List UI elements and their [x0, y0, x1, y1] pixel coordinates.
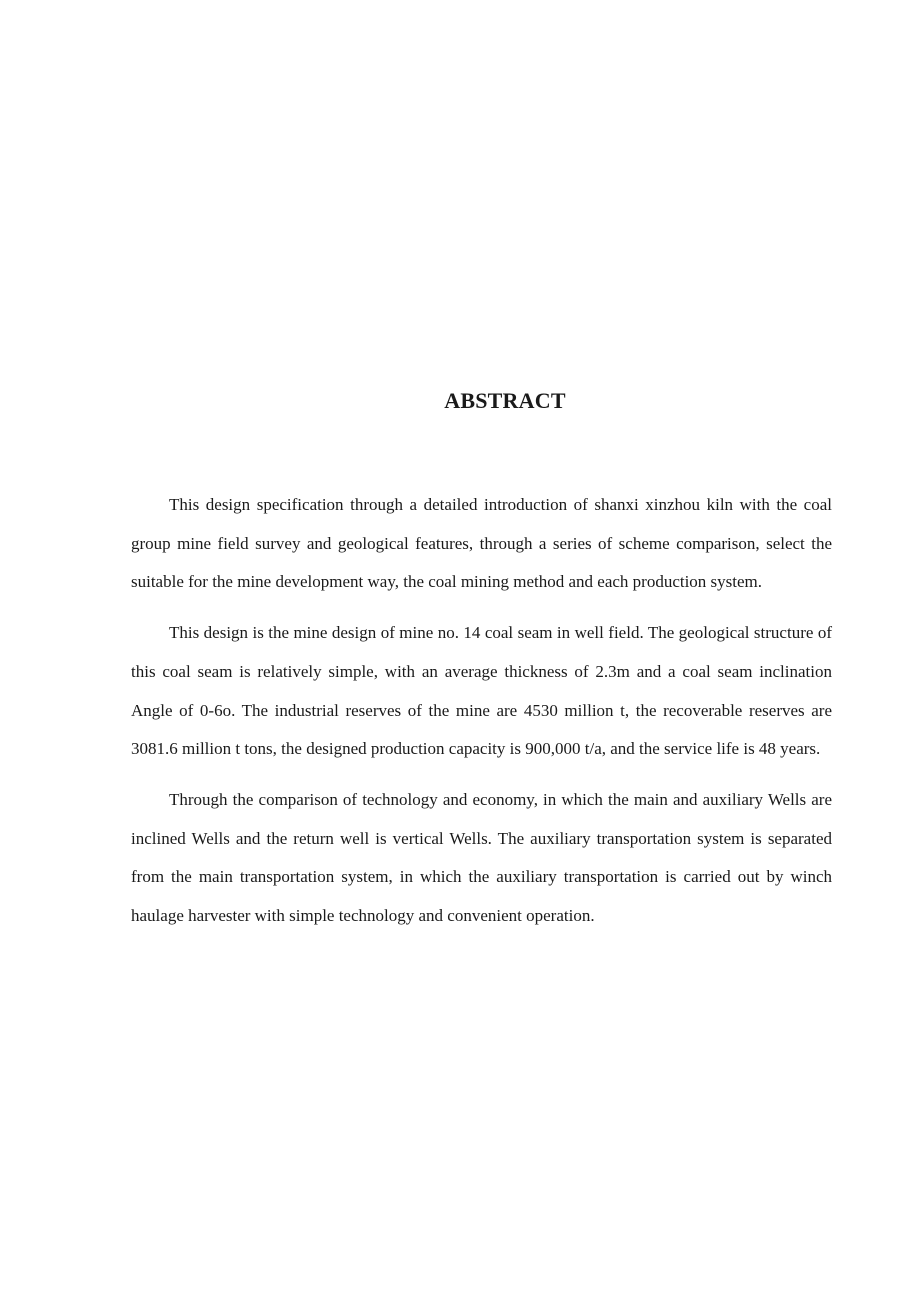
abstract-title: ABSTRACT — [444, 388, 566, 413]
abstract-paragraph-1: This design specification through a detailed introduction of shanxi xinzhou kiln with the coal group mine field survey and geological features, through a series of scheme comparison, select the suitable for the mine development way, the coal mining method and each production system. — [131, 495, 832, 592]
abstract-paragraph-3: Through the comparison of technology and economy, in which the main and auxiliary Wells are inclined Wells and the return well is vertical Wells. The auxiliary transportation system is separated from the main transportation system, in which the auxiliary transportation is carried out by winch haulage harvester with simple technology and convenient operation. — [131, 789, 832, 926]
abstract-body — [131, 486, 832, 948]
abstract-paragraph-2: This design is the mine design of mine no. 14 coal seam in well field. The geological structure of this coal seam is relatively simple, with an average thickness of 2.3m and a coal seam inclination Angle of 0-6o. The industrial reserves of the mine are 4530 million t, the recoverable reserves are 3081.6 million t tons, the designed production capacity is 900,000 t/a, and the service life is 48 years. — [131, 623, 832, 759]
